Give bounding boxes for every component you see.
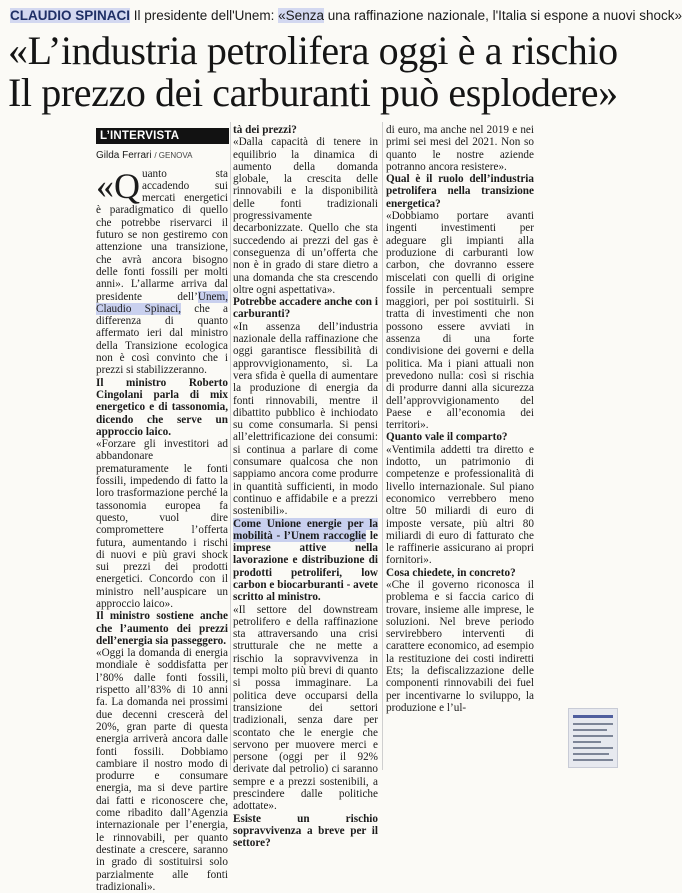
author-name: Gilda Ferrari	[96, 150, 152, 162]
headline-line-1: «L’industria petrolifera oggi è a rischio	[8, 28, 618, 73]
kicker-quote-highlight: «Senza	[278, 8, 324, 23]
question-text: le imprese attive nella lavorazione e distribuzione di prodotti petroliferi, low carbon e biocarburanti - avete scritto al ministro.	[233, 529, 378, 604]
answer: «Ventimila addetti tra diretto e indotto, un patrimonio di competenze e professionalità di livello internazionale. Sul piano economico verrebbero meno oltre 50 miliardi di euro di imposte versate, più altri 80 miliardi di euro di fatturato che le raffinerie assicurano ai propri fornitori».	[386, 443, 534, 567]
answer: «In assenza dell’industria nazionale della raffinazione che oggi garantisce flessibilità di approvvigionamento, sì. La vera sfida è quella di aumentare la produzione di energia da fonti rinnovabili, mentre il dibattito pubblico è inchiodato su come consumarla. Si pensi all’elettrificazione dei consumi: si continua a parlare di come consumare qualcosa che non sappiamo ancora come produrre in quantità sufficienti, in modo continuo e affidabile e a prezzi sostenibili».	[233, 320, 378, 518]
headline-line-2: Il prezzo dei carburanti può esplodere»	[8, 70, 618, 115]
question: Potrebbe accadere anche con i carburanti?	[233, 296, 378, 321]
top-kicker-line	[10, 8, 682, 26]
answer: «Oggi la domanda di energia mondiale è soddisfatta per l’80% dalle fonti fossili, rispetto all’83% di 10 anni fa. La domanda nei prossimi due decenni crescerà del 20%, gran parte di questa energia arriverà ancora dalle fonti fossili. Dobbiamo cambiare il nostro modo di produrre e consumare energia, ma si deve partire dai fatti e riconoscere che, come ribadito dall’Agenzia internazionale per l’energia, le rinnovabili, per quanto destinate a crescere, saranno in grado di sostituirsi solo parzialmente alle fonti tradizionali».	[96, 647, 228, 893]
kicker-quote-rest: una raffinazione nazionale, l'Italia si espone a nuovi shock»	[323, 8, 682, 23]
column-divider	[382, 122, 383, 770]
question: Esiste un rischio sopravvivenza a breve per il settore?	[233, 812, 378, 850]
paragraph	[96, 165, 229, 377]
page-thumbnail-image	[568, 708, 618, 768]
paragraph-text: uanto sta accadendo sui mercati energetici è paradigmatico di quello che potrebbe riservarci il futuro se non gestiremo con attenzione una transizione, che avrà ancora bisogno delle fonti fossili per molti anni». L’allarme arriva dal presidente dell’	[96, 167, 228, 303]
section-label: L’INTERVISTA	[96, 128, 229, 144]
kicker-name: CLAUDIO SPINACI	[10, 8, 131, 23]
answer: «Il settore del downstream petrolifero e della raffinazione sta attraversando una crisi strutturale che ne mette a rischio la sopravvivenza in tempi molto più brevi di quanto si possa immaginare. La politica deve occuparsi della transizione dei settori tradizionali, senza dare per scontato che le energie che servono per muovere merci e persone (oggi per il 92% derivate dal petrolio) ci saranno sempre e a prezzi sostenibili, a prescindere dalle politiche adottate».	[233, 603, 378, 813]
answer: «Dobbiamo portare avanti ingenti investimenti per adeguare gli impianti alla produzione di carburanti low carbon, che dovranno essere miscelati con quelli di origine fossile in percentuali sempre maggiori, per poi sostituirli. Si tratta di investimenti che non possono essere avviati in assenza di una forte condivisione dei governi e della politica. Ma i piani attuali non prevedono nulla: così si rischia di produrre danni alla sicurezza dell’approvvigionamento del Paese e all’economia dei territori».	[386, 210, 534, 432]
answer: di euro, ma anche nel 2019 e nei primi sei mesi del 2021. Non so quanto le nostre aziende potranno ancora resistere».	[386, 124, 534, 173]
dateline-location: / GENOVA	[154, 151, 193, 161]
answer: «Forzare gli investitori ad abbandonare prematuramente le fonti fossili, impedendo di fatto la loro trasformazione perché la tassonomia europea fa questo, vuol dire compromettere l’offerta futura, aumentando i rischi di nuovi e più gravi shock sui prezzi dei prodotti energetici. Concordo con il ministro nell’auspicare un approccio laico».	[96, 438, 228, 610]
question: Qual è il ruolo dell’industria petrolifera nella transizione energetica?	[386, 173, 534, 210]
drop-cap: «Q	[96, 165, 140, 206]
column-divider	[230, 122, 231, 770]
question: Il ministro Roberto Cingolani parla di mix energetico e di tassonomia, dicendo che serve un approccio laico.	[96, 376, 228, 438]
question: Il ministro sostiene anche che l’aumento dei prezzi dell’energia sia passeggero.	[96, 610, 228, 647]
answer: «Che il governo riconosca il problema e si faccia carico di trovare, insieme alle imprese, le soluzioni. Nel breve periodo servirebbero interventi di carattere economico, ad esempio la restituzione dei costi indiretti Ets; la defiscalizzazione delle componenti rinnovabili dei fuel per incentivarne lo sviluppo, la produzione e l’ul-	[386, 578, 534, 714]
question: tà dei prezzi?	[233, 124, 297, 136]
article-column-1	[96, 128, 228, 893]
question: Cosa chiedete, in concreto?	[386, 566, 516, 579]
byline	[96, 150, 228, 162]
paragraph-text: che a differenza di quanto affermato ieri dal ministro della Transizione ecologica non è così convinto che i prezzi si stabilizzeranno.	[96, 302, 229, 377]
highlighted-question: Come Unione energie per la mobilità - l’Unem raccoglie	[233, 517, 378, 542]
answer: «Dalla capacità di tenere in equilibrio la dinamica di aumento della domanda globale, la crescita delle rinnovabili e la disponibilità delle fonti tradizionali progressivamente decarbonizzate. Quello che sta succedendo ai prezzi del gas è conseguenza di un’offerta che non è in grado di stare dietro a una domanda che sta crescendo oltre ogni aspettativa».	[233, 136, 378, 296]
headline	[8, 30, 618, 114]
question	[233, 518, 378, 604]
kicker-text: Il presidente dell'Unem:	[130, 8, 279, 23]
article-column-3	[386, 124, 534, 714]
highlighted-text: Unem, Claudio Spinaci,	[96, 290, 228, 315]
article-column-2	[233, 124, 378, 850]
question: Quanto vale il comparto?	[386, 431, 508, 444]
